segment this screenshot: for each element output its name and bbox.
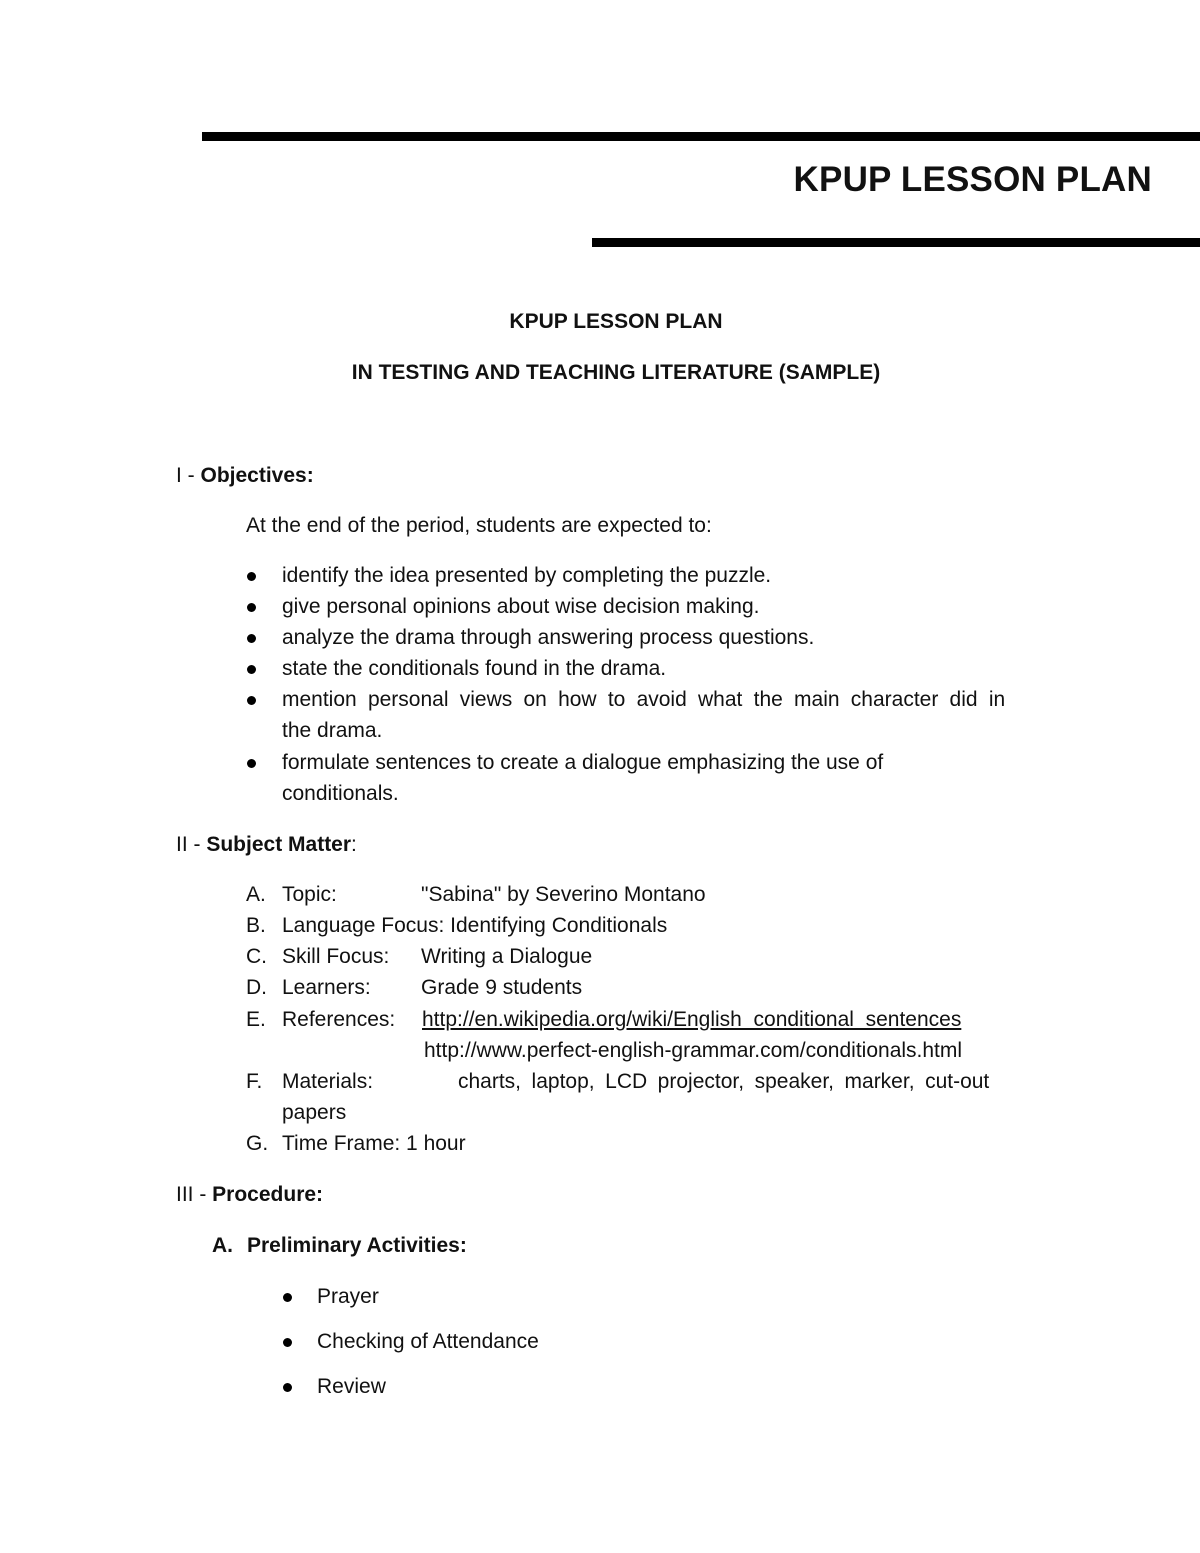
subject-item-value: charts, laptop, LCD projector, speaker, marker, cut-out [458, 1070, 990, 1093]
subject-item-label: Skill Focus: [282, 945, 390, 968]
objective-item: give personal opinions about wise decision making. [282, 595, 760, 618]
bullet-icon [247, 572, 256, 581]
bullet-icon [247, 696, 256, 705]
objective-item: formulate sentences to create a dialogue emphasizing the use of [282, 751, 884, 774]
document-title: KPUP LESSON PLAN [509, 310, 723, 333]
subject-item-label: Language Focus: Identifying Conditionals [282, 914, 668, 937]
objective-item: mention personal views on how to avoid what the main character did in [282, 688, 1006, 711]
subject-item-value: Grade 9 students [421, 976, 583, 999]
objective-item: state the conditionals found in the drama. [282, 657, 667, 680]
bullet-icon [247, 603, 256, 612]
subject-item-value: Writing a Dialogue [421, 945, 593, 968]
bullet-icon [247, 759, 256, 768]
procedure-sub-letter: A. [212, 1234, 233, 1257]
bullet-icon [283, 1338, 292, 1347]
bullet-icon [247, 634, 256, 643]
header-rule-bottom [592, 238, 1200, 247]
subject-matter-heading: Subject Matter [206, 833, 352, 856]
document-subtitle: IN TESTING AND TEACHING LITERATURE (SAMPLE) [351, 361, 881, 384]
procedure-item: Prayer [317, 1285, 379, 1308]
subject-item-label: Topic: [282, 883, 337, 906]
objective-item: analyze the drama through answering process questions. [282, 626, 815, 649]
subject-item-letter: C. [246, 945, 267, 968]
subject-item-letter: F. [246, 1070, 263, 1093]
subject-item-letter: E. [246, 1008, 266, 1031]
objectives-numeral: I - [176, 464, 201, 487]
procedure-heading-line [176, 1182, 323, 1208]
subject-item-letter: A. [246, 883, 266, 906]
objectives-heading: Objectives: [200, 464, 314, 487]
subject-item-letter: B. [246, 914, 266, 937]
subject-item-label: Time Frame: 1 hour [282, 1132, 466, 1155]
procedure-sub-heading: Preliminary Activities: [247, 1234, 467, 1257]
procedure-numeral: III - [176, 1183, 213, 1206]
objective-item: identify the idea presented by completing the puzzle. [282, 564, 772, 587]
subject-item-label: References: [282, 1008, 396, 1031]
subject-matter-numeral: II - [176, 833, 207, 856]
objectives-intro: At the end of the period, students are expected to: [246, 514, 712, 537]
reference-link[interactable]: http://www.perfect-english-grammar.com/conditionals.html [424, 1039, 963, 1062]
subject-item-value: "Sabina" by Severino Montano [421, 883, 706, 906]
bullet-icon [247, 665, 256, 674]
bullet-icon [283, 1383, 292, 1392]
subject-item-letter: D. [246, 976, 267, 999]
bullet-icon [283, 1293, 292, 1302]
objectives-heading-line [176, 463, 314, 489]
objective-item-continued: conditionals. [282, 782, 399, 805]
subject-item-continued: papers [282, 1101, 347, 1124]
reference-link[interactable]: http://en.wikipedia.org/wiki/English_conditional_sentences [422, 1008, 962, 1031]
subject-item-letter: G. [246, 1132, 269, 1155]
header-rule-top [202, 132, 1200, 141]
subject-item-label: Materials: [282, 1070, 374, 1093]
procedure-item: Checking of Attendance [317, 1330, 539, 1353]
procedure-heading: Procedure: [212, 1183, 324, 1206]
procedure-item: Review [317, 1375, 386, 1398]
header-title: KPUP LESSON PLAN [793, 160, 1152, 199]
subject-matter-heading-line [176, 832, 357, 858]
objective-item-continued: the drama. [282, 719, 383, 742]
subject-item-label: Learners: [282, 976, 371, 999]
subject-matter-colon: : [351, 833, 357, 856]
